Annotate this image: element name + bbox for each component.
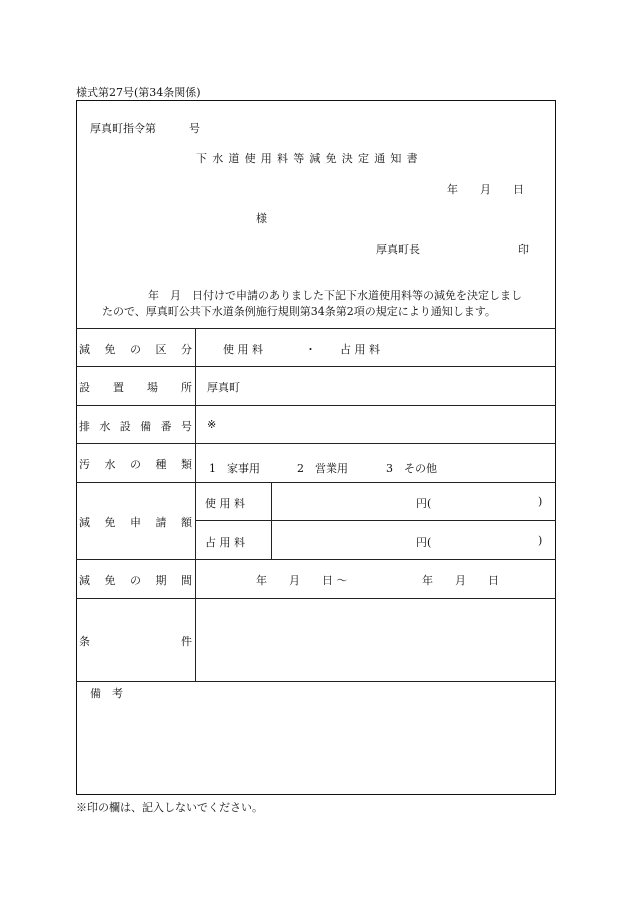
label-column-divider [195,328,196,681]
subcolumn-divider [271,482,272,559]
label-location: 設 置 場 所 [79,381,192,394]
option-separator: ・ [305,343,316,356]
label-drain-number: 排 水 設 備 番 号 [79,420,192,433]
location-value[interactable]: 厚真町 [207,381,240,394]
sewage-option-household[interactable]: 1 家事用 [209,462,260,475]
table-divider [76,328,556,329]
table-divider [76,559,556,560]
form-frame [76,100,556,795]
form-number: 様式第27号(第34条関係) [76,86,201,99]
label-application-amount: 減 免 申 請 額 [79,516,192,529]
period-end-date[interactable]: 年 月 日 [422,574,499,587]
table-divider [76,443,556,444]
document-number[interactable]: 厚真町指令第 号 [90,122,200,135]
body-text-line1: 年 月 日付けで申請のありました下記下水道使用料等の減免を決定しまし [148,289,522,302]
form-title: 下水道使用料等減免決定通知書 [196,152,423,165]
label-period: 減 免 の 期 間 [79,574,192,587]
table-divider [76,405,556,406]
table-divider [76,598,556,599]
label-sewage-type: 汚 水 の 種 類 [79,458,192,471]
body-text-line2: たので、厚真町公共下水道条例施行規則第34条第2項の規定により通知します。 [102,305,496,318]
table-divider [76,482,556,483]
usage-fee-close-paren: ) [538,495,543,508]
table-divider [76,681,556,682]
occupancy-fee-close-paren: ) [538,534,543,547]
remarks-label: 備 考 [90,687,123,700]
fee-option-usage[interactable]: 使 用 料 [223,343,263,356]
addressee-suffix: 様 [256,212,267,225]
label-exemption-type: 減 免 の 区 分 [79,343,192,356]
drain-number-value: ※ [207,418,217,431]
seal-mark: 印 [518,243,529,256]
footnote: ※印の欄は、記入しないでください。 [76,801,263,814]
occupancy-fee-amount[interactable]: 円( [416,536,432,549]
subrow-usage-fee-label: 使 用 料 [205,497,245,510]
fee-option-occupancy[interactable]: 占 用 料 [340,343,380,356]
table-divider [195,520,556,521]
label-conditions: 条 件 [79,635,192,648]
subrow-occupancy-fee-label: 占 用 料 [205,536,245,549]
table-divider [76,366,556,367]
period-start-date[interactable]: 年 月 日 〜 [256,574,348,587]
sewage-option-business[interactable]: 2 営業用 [297,462,348,475]
usage-fee-amount[interactable]: 円( [416,497,432,510]
issue-date[interactable]: 年 月 日 [447,183,524,196]
sewage-option-other[interactable]: 3 その他 [386,462,437,475]
issuer-name: 厚真町長 [376,243,420,256]
